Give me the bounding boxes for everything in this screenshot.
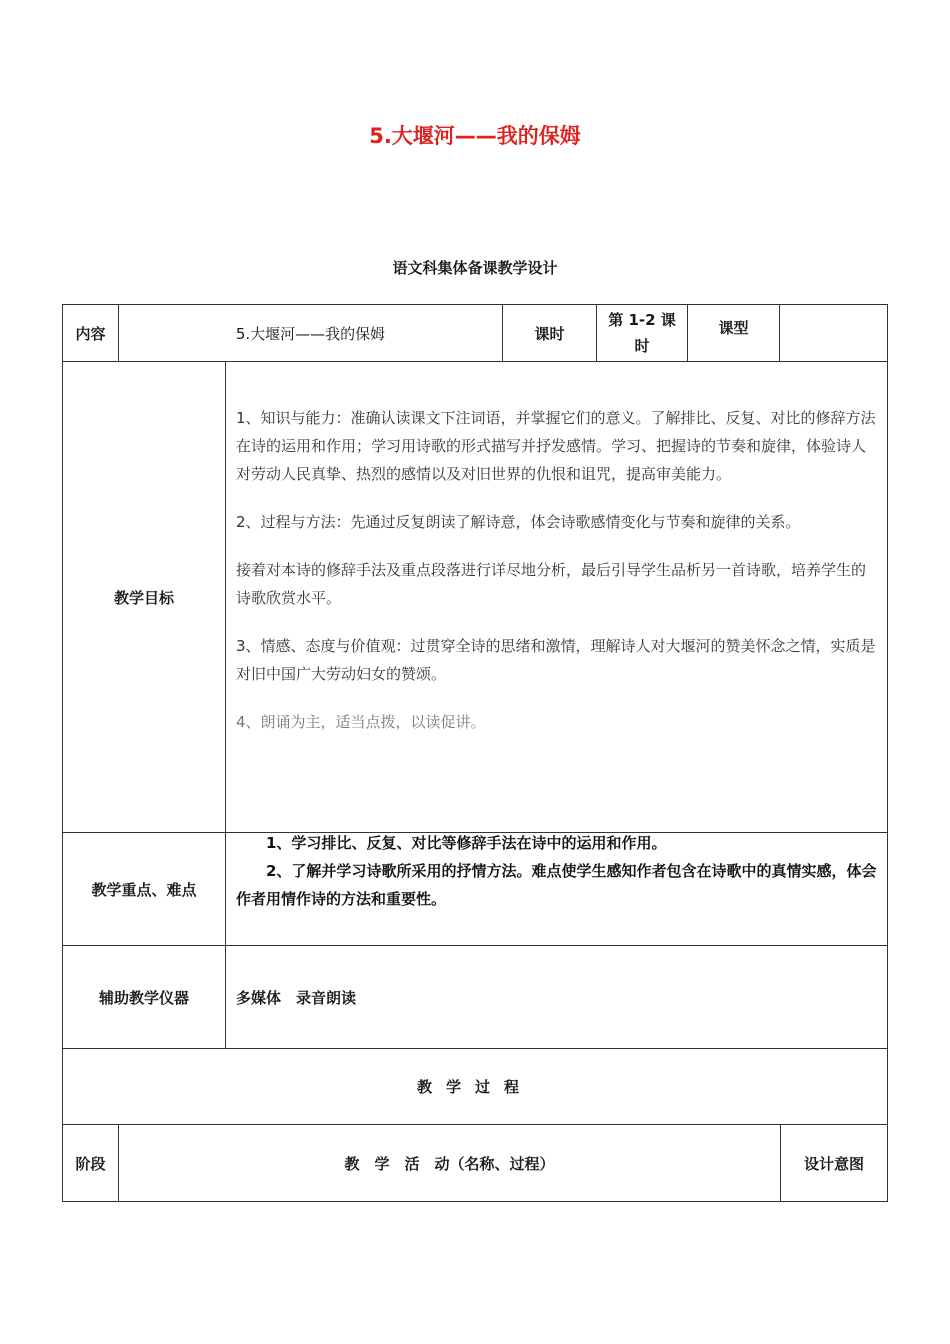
process-heading: 教学过程 — [416, 1078, 533, 1096]
type-label-cell — [687, 304, 780, 362]
intent-label-cell — [780, 1124, 888, 1202]
equipment-label-cell — [62, 945, 226, 1049]
content-value: 5.大堰河——我的保姆 — [235, 324, 386, 343]
period-value: 第 1-2 课时 — [608, 311, 676, 355]
period-label: 课时 — [534, 324, 565, 343]
keypoints-label-cell — [62, 832, 226, 946]
content-value-cell — [118, 304, 503, 362]
objective-paragraph: 2、过程与方法：先通过反复朗读了解诗意，体会诗歌感情变化与节奏和旋律的关系。 — [236, 513, 801, 531]
process-heading-cell — [62, 1048, 888, 1125]
stage-label-cell — [62, 1124, 119, 1202]
page-title: 5.大堰河——我的保姆 — [369, 124, 581, 148]
intent-label: 设计意图 — [803, 1154, 864, 1173]
period-value-cell — [596, 304, 688, 362]
keypoints-content-cell — [225, 832, 888, 946]
equipment-value: 多媒体 录音朗读 — [236, 988, 357, 1007]
keypoint-line: 1、学习排比、反复、对比等修辞手法在诗中的运用和作用。 — [266, 834, 667, 852]
objective-paragraph: 接着对本诗的修辞手法及重点段落进行详尽地分析，最后引导学生品析另一首诗歌，培养学生的诗歌欣赏水平。 — [236, 561, 867, 607]
objective-paragraph: 3、情感、态度与价值观：过贯穿全诗的思绪和激情，理解诗人对大堰河的赞美怀念之情，实质是对旧中国广大劳动妇女的赞颂。 — [236, 637, 876, 683]
objectives-label: 教学目标 — [113, 588, 174, 607]
stage-label: 阶段 — [75, 1154, 106, 1173]
content-label-cell — [62, 304, 119, 362]
activity-label: 教 学 活 动（名称、过程） — [344, 1154, 555, 1173]
objectives-content-cell — [225, 361, 888, 833]
document-subtitle: 语文科集体备课教学设计 — [392, 259, 558, 277]
keypoints-label: 教学重点、难点 — [91, 880, 197, 899]
type-value-cell — [779, 304, 888, 362]
period-label-cell — [502, 304, 597, 362]
objective-paragraph: 4、朗诵为主，适当点拨，以读促讲。 — [236, 713, 486, 731]
equipment-value-cell — [225, 945, 888, 1049]
equipment-label: 辅助教学仪器 — [98, 988, 189, 1007]
objectives-label-cell — [62, 361, 226, 833]
type-label: 课型 — [718, 319, 749, 337]
keypoint-line: 2、了解并学习诗歌所采用的抒情方法。难点使学生感知作者包含在诗歌中的真情实感，体会作者用情作诗的方法和重要性。 — [236, 862, 877, 908]
activity-label-cell — [118, 1124, 781, 1202]
objective-paragraph: 1、知识与能力：准确认读课文下注词语，并掌握它们的意义。了解排比、反复、对比的修辞方法在诗的运用和作用；学习用诗歌的形式描写并抒发感情。学习、把握诗的节奏和旋律，体验诗人对劳动人民真挚、热烈的感情以及对旧世界的仇恨和诅咒，提高审美能力。 — [236, 409, 876, 483]
content-label: 内容 — [75, 324, 106, 343]
